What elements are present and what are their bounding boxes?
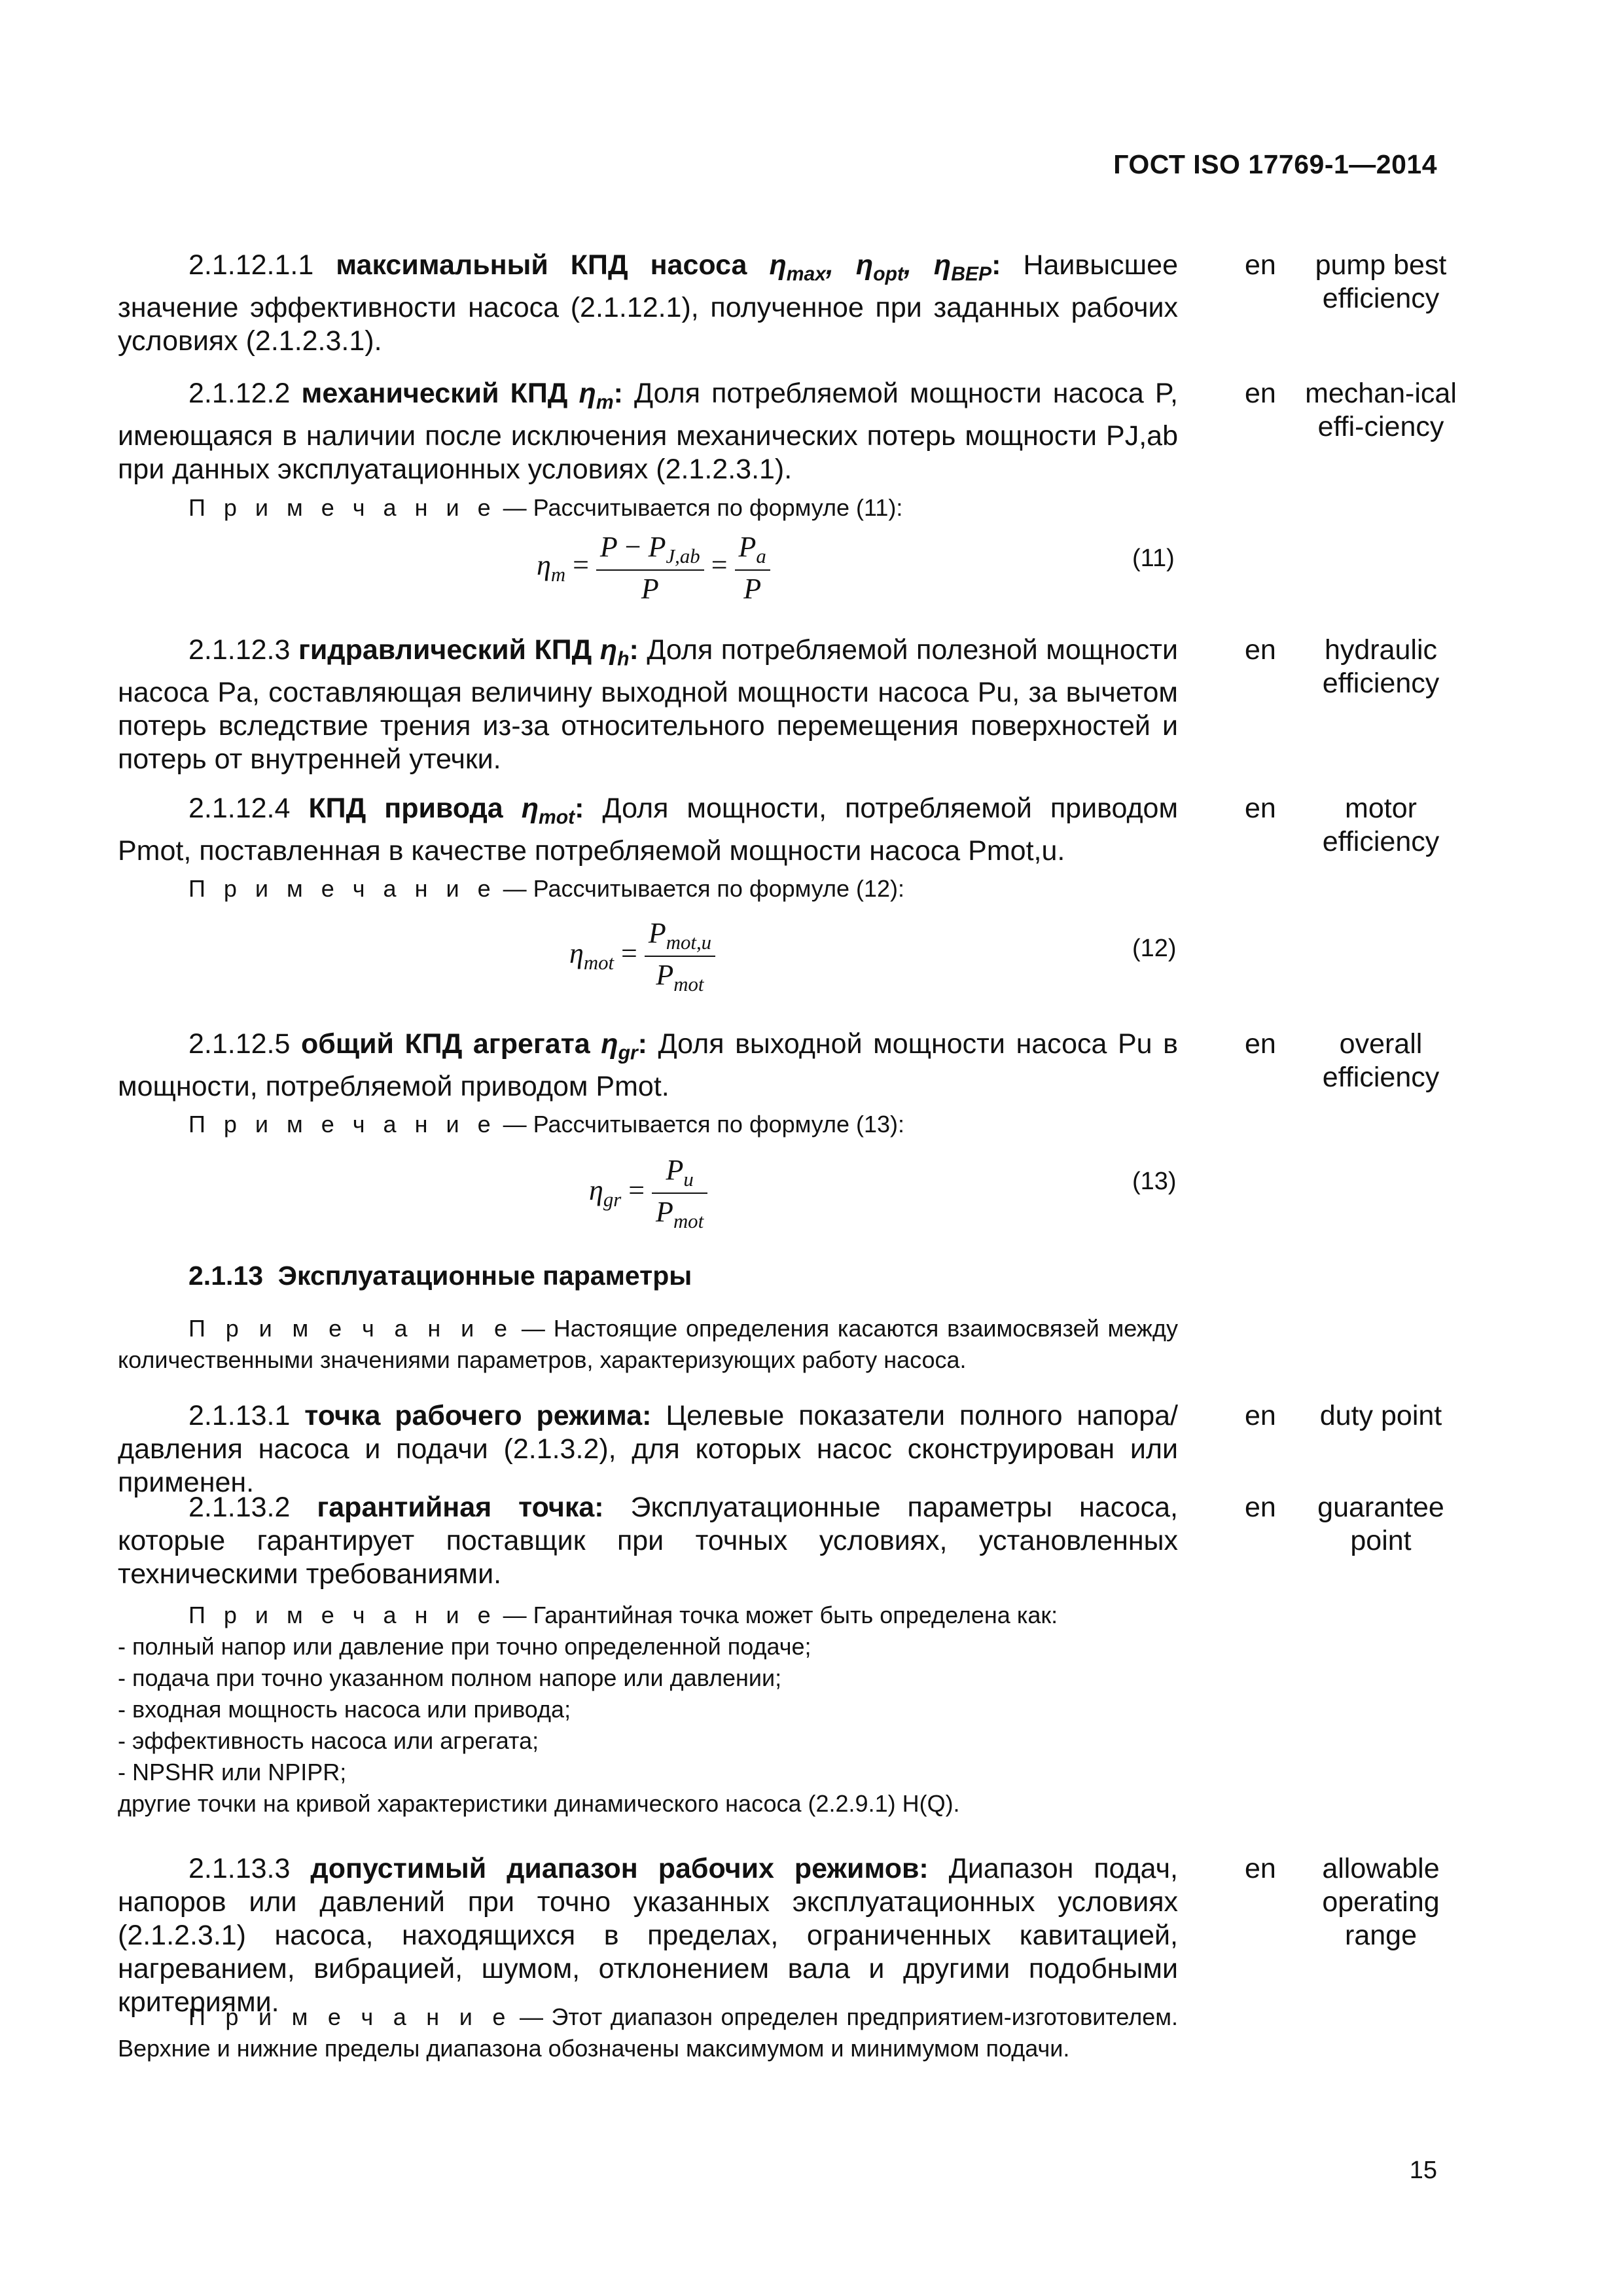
note-text: Этот диапазон определен предприятием-изготовителем. Верхние и нижние пределы диапазона обозначены максимумом и минимумом подачи. xyxy=(118,2003,1178,2062)
entry-term: точка рабочего режима: xyxy=(304,1400,652,1431)
note-text: Рассчитывается по формуле (12): xyxy=(533,875,905,902)
entry-2-1-13-1 xyxy=(118,1399,1178,1499)
entry-term: допустимый диапазон рабочих режимов: xyxy=(310,1853,929,1884)
page-number: 15 xyxy=(1409,2157,1437,2184)
note-label: П р и м е ч а н и е xyxy=(188,2003,512,2030)
english-term: overall efficiency xyxy=(1322,1028,1440,1093)
note: П р и м е ч а н и е — Рассчитывается по формуле (12): xyxy=(188,875,905,902)
entry-definition: Доля потребляемой мощности насоса P, имеющаяся в наличии после исключения механических потерь мощности PJ,ab при данных эксплуатационных условиях (2.1.2.3.1). xyxy=(118,378,1178,485)
entry-term: КПД привода $\eta_{mot}$: xyxy=(308,793,584,829)
note-text: Настоящие определения касаются взаимосвязей между количественными значениями параметров, характеризующих работу насоса. xyxy=(118,1315,1178,1373)
entry-number: 2.1.13.2 xyxy=(188,1492,291,1523)
formula-13: $\eta_{gr}$ = $\frac{P_u}{P_{mot}}$ xyxy=(589,1153,707,1233)
entry-definition: Целевые показатели полного напора/давления насоса и подачи (2.1.3.2), для которых насос сконструирован или применен. xyxy=(118,1400,1178,1498)
list-item: - входная мощность насоса или привода; xyxy=(118,1696,571,1723)
entry-number: 2.1.13.3 xyxy=(188,1853,291,1884)
document-id: ГОСТ ISO 17769-1—2014 xyxy=(1113,149,1437,179)
note: П р и м е ч а н и е — Настоящие определения касаются взаимосвязей между количественными значениями параметров, характеризующих работу насоса. xyxy=(118,1315,1178,1373)
english-term: duty point xyxy=(1319,1400,1442,1431)
english-term: mechan-ical effi-ciency xyxy=(1305,378,1457,442)
entry-definition: Доля выходной мощности насоса Pu в мощности, потребляемой приводом Pmot. xyxy=(118,1028,1178,1102)
note: П р и м е ч а н и е — Гарантийная точка может быть определена как: - полный напор или давление при точно определенной подаче; - подача при точно указанном полном напоре или давлении; - входная мощность насоса или привода; - эффективность насоса или агрегата; - NPSHR или NPIPR; другие точки на кривой характеристики динамического насоса (2.2.9.1) H(Q). xyxy=(118,1600,1178,1820)
english-term: allowable operating range xyxy=(1322,1853,1440,1951)
english-term: pump best efficiency xyxy=(1315,249,1447,314)
note-label: П р и м е ч а н и е xyxy=(188,1315,514,1342)
entry-number: 2.1.12.3 xyxy=(188,634,291,666)
entry-2-1-12-2 xyxy=(118,377,1178,486)
lang-code: en xyxy=(1245,793,1276,824)
section-title: Эксплуатационные параметры xyxy=(277,1261,692,1291)
note-label: П р и м е ч а н и е xyxy=(188,1602,497,1628)
entry-term: общий КПД агрегата $\eta_{gr}$: xyxy=(301,1028,647,1064)
section-number: 2.1.13 xyxy=(188,1261,263,1291)
list-item: - эффективность насоса или агрегата; xyxy=(118,1727,539,1754)
formula-number: (12) xyxy=(1132,935,1177,962)
note: П р и м е ч а н и е — Рассчитывается по формуле (13): xyxy=(188,1111,905,1138)
note-label: П р и м е ч а н и е xyxy=(188,494,497,521)
lang-code: en xyxy=(1245,249,1276,281)
list-item: - полный напор или давление при точно определенной подаче; xyxy=(118,1633,812,1660)
list-item: - подача при точно указанном полном напоре или давлении; xyxy=(118,1664,782,1691)
entry-definition: Диапазон подач, напоров или давлений при точно указанных эксплуатационных условиях (2.1.2.3.1) насоса, находящихся в пределах, ограниченных кавитацией, нагреванием, вибрацией, шумом, отклонением вала и другими подобными критериями. xyxy=(118,1853,1179,2018)
entry-definition: Наивысшее значение эффективности насоса (2.1.12.1), полученное при заданных рабочих условиях (2.1.2.3.1). xyxy=(118,249,1179,357)
entry-definition: Доля потребляемой полезной мощности насоса Pa, составляющая величину выходной мощности насоса Pu, за вычетом потерь вследствие трения из-за относительного перемещения поверхностей и потерь от внутренней утечки. xyxy=(118,634,1178,775)
entry-definition: Эксплуатационные параметры насоса, которые гарантирует поставщик при точных условиях, установленных техническими требованиями. xyxy=(118,1492,1178,1590)
note-text: Рассчитывается по формуле (13): xyxy=(533,1111,905,1138)
entry-2-1-12-3 xyxy=(118,634,1178,776)
lang-code: en xyxy=(1245,634,1276,666)
entry-number: 2.1.13.1 xyxy=(188,1400,291,1431)
lang-code: en xyxy=(1245,1853,1276,1884)
entry-term: гарантийная точка: xyxy=(317,1492,604,1523)
entry-number: 2.1.12.4 xyxy=(188,793,291,824)
section-heading xyxy=(188,1261,692,1291)
note-text: Рассчитывается по формуле (11): xyxy=(533,494,903,521)
english-term: guarantee point xyxy=(1317,1492,1444,1556)
formula-12: $\eta_{mot}$ = $\frac{P_{mot,u}}{P_{mot}}$ xyxy=(569,916,715,996)
entry-number: 2.1.12.5 xyxy=(188,1028,291,1060)
note-label: П р и м е ч а н и е xyxy=(188,875,497,902)
entry-number: 2.1.12.2 xyxy=(188,378,291,409)
entry-term: максимальный КПД насоса $\eta_{max}$, $\eta_{opt}$, $\eta_{BEP}$: xyxy=(336,249,1001,285)
lang-code: en xyxy=(1245,1492,1276,1523)
english-term: hydraulic efficiency xyxy=(1322,634,1440,699)
lang-code: en xyxy=(1245,378,1276,409)
formula-11: $\eta_m$ = $\frac{P - P_{J,ab}}{P}$ = $\frac{P_a}{P}$ xyxy=(537,530,770,605)
entry-2-1-12-5 xyxy=(118,1028,1178,1103)
list-item: другие точки на кривой характеристики динамического насоса (2.2.9.1) H(Q). xyxy=(118,1790,960,1817)
entry-2-1-13-3 xyxy=(118,1852,1178,2019)
entry-2-1-12-1-1 xyxy=(118,249,1178,358)
entry-number: 2.1.12.1.1 xyxy=(188,249,314,281)
entry-2-1-12-4 xyxy=(118,792,1178,868)
note-text: Гарантийная точка может быть определена как: xyxy=(533,1602,1058,1628)
entry-2-1-13-2 xyxy=(118,1491,1178,1591)
formula-number: (13) xyxy=(1132,1168,1177,1195)
english-term: motor efficiency xyxy=(1322,793,1440,857)
lang-code: en xyxy=(1245,1028,1276,1060)
formula-number: (11) xyxy=(1132,545,1175,572)
entry-term: гидравлический КПД $\eta_h$: xyxy=(298,634,639,670)
entry-definition: Доля мощности, потребляемой приводом Pmot, поставленная в качестве потребляемой мощности насоса Pmot,u. xyxy=(118,793,1179,867)
note: П р и м е ч а н и е — Этот диапазон определен предприятием-изготовителем. Верхние и нижние пределы диапазона обозначены максимумом и минимумом подачи. xyxy=(118,2003,1178,2062)
lang-code: en xyxy=(1245,1400,1276,1431)
list-item: - NPSHR или NPIPR; xyxy=(118,1759,347,1785)
note-label: П р и м е ч а н и е xyxy=(188,1111,497,1138)
entry-term: механический КПД $\eta_m$: xyxy=(301,378,623,414)
note: П р и м е ч а н и е — Рассчитывается по формуле (11): xyxy=(188,494,903,521)
